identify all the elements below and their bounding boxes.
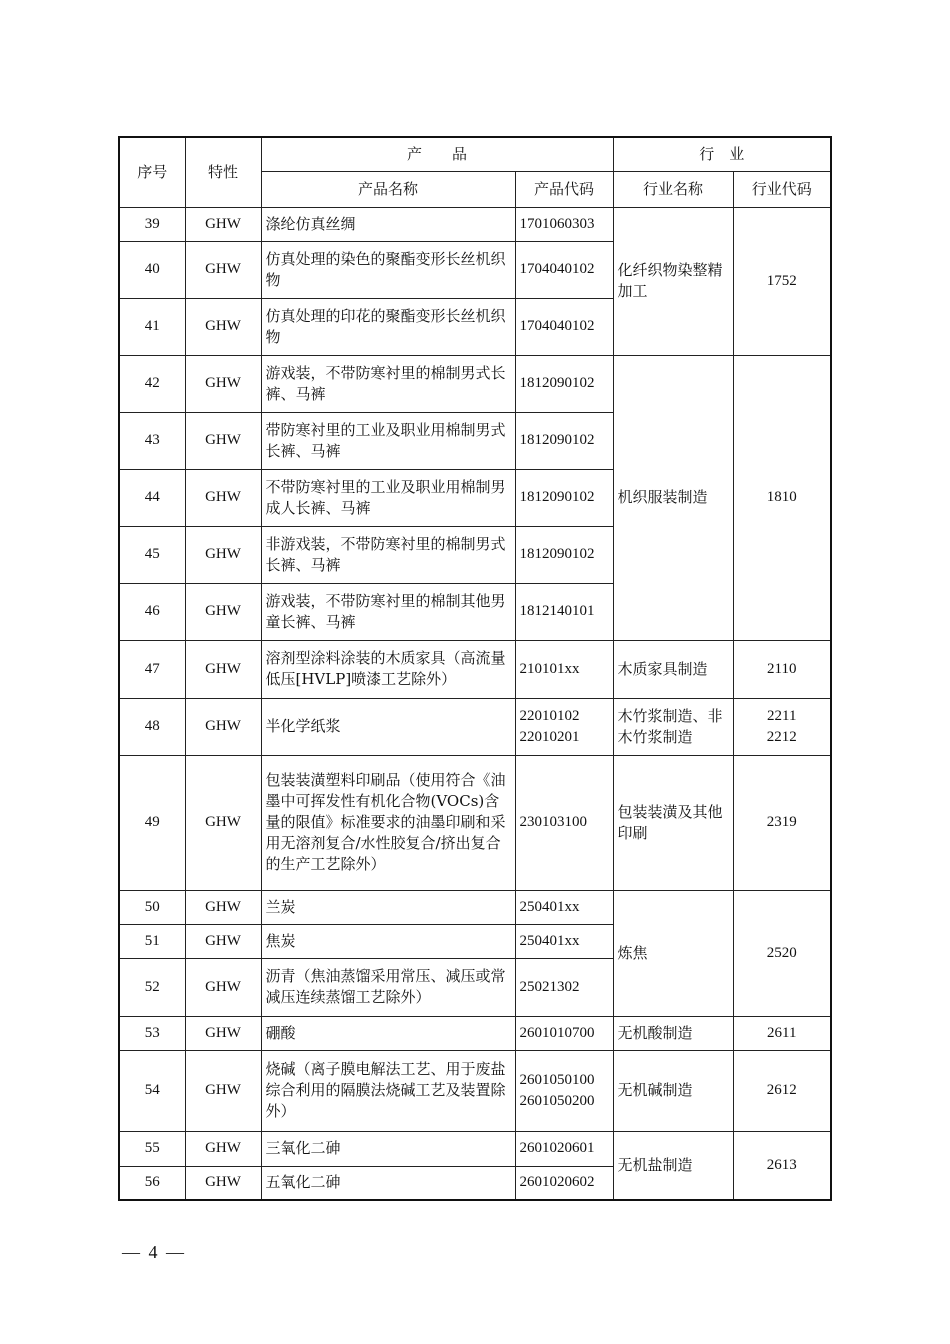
industry-name: 无机酸制造 — [613, 1016, 733, 1050]
row-product-code: 2601020601 — [515, 1131, 613, 1166]
header-seq: 序号 — [119, 137, 185, 207]
row-seq: 46 — [119, 583, 185, 640]
row-seq: 50 — [119, 890, 185, 924]
row-seq: 45 — [119, 526, 185, 583]
row-product-name: 非游戏装，不带防寒衬里的棉制男式长裤、马裤 — [261, 526, 515, 583]
row-property: GHW — [185, 207, 261, 241]
industry-name: 机织服装制造 — [613, 355, 733, 640]
row-product-name: 硼酸 — [261, 1016, 515, 1050]
row-property: GHW — [185, 1131, 261, 1166]
header-property: 特性 — [185, 137, 261, 207]
product-industry-table — [118, 136, 832, 1201]
header-product-name: 产品名称 — [261, 171, 515, 207]
table-row — [119, 207, 831, 241]
row-property: GHW — [185, 755, 261, 890]
table-row — [119, 698, 831, 755]
row-product-code: 210101xx — [515, 640, 613, 698]
row-product-name: 三氧化二砷 — [261, 1131, 515, 1166]
industry-name: 木竹浆制造、非木竹浆制造 — [613, 698, 733, 755]
industry-code: 2319 — [733, 755, 831, 890]
industry-code — [733, 698, 831, 755]
row-product-name: 兰炭 — [261, 890, 515, 924]
row-product-name: 涤纶仿真丝绸 — [261, 207, 515, 241]
row-seq: 43 — [119, 412, 185, 469]
table-row — [119, 1131, 831, 1166]
row-seq: 53 — [119, 1016, 185, 1050]
row-product-code: 230103100 — [515, 755, 613, 890]
industry-code-line: 2212 — [766, 728, 797, 745]
industry-code: 1810 — [733, 355, 831, 640]
table-row — [119, 355, 831, 412]
industry-name: 化纤织物染整精加工 — [613, 207, 733, 355]
product-code-line: 2601050100 — [519, 1071, 595, 1088]
row-product-name: 游戏装，不带防寒衬里的棉制男式长裤、马裤 — [261, 355, 515, 412]
row-product-code: 1812090102 — [515, 355, 613, 412]
row-seq: 51 — [119, 924, 185, 958]
row-property: GHW — [185, 355, 261, 412]
row-property: GHW — [185, 1016, 261, 1050]
industry-code: 2520 — [733, 890, 831, 1016]
row-seq: 48 — [119, 698, 185, 755]
table-row — [119, 890, 831, 924]
industry-code-line: 2211 — [767, 707, 797, 724]
row-seq: 41 — [119, 298, 185, 355]
row-seq: 56 — [119, 1166, 185, 1200]
industry-code: 2613 — [733, 1131, 831, 1200]
row-seq: 47 — [119, 640, 185, 698]
row-product-name: 半化学纸浆 — [261, 698, 515, 755]
row-property: GHW — [185, 469, 261, 526]
row-seq: 44 — [119, 469, 185, 526]
table-row — [119, 640, 831, 698]
row-product-code: 1704040102 — [515, 298, 613, 355]
table-row — [119, 1016, 831, 1050]
row-product-code: 1701060303 — [515, 207, 613, 241]
row-property: GHW — [185, 1050, 261, 1131]
row-property: GHW — [185, 958, 261, 1016]
row-product-name: 五氧化二砷 — [261, 1166, 515, 1200]
row-property: GHW — [185, 1166, 261, 1200]
row-property: GHW — [185, 241, 261, 298]
page-number: — 4 — — [122, 1242, 186, 1262]
row-property: GHW — [185, 526, 261, 583]
row-product-name: 溶剂型涂料涂装的木质家具（高流量低压[HVLP]喷漆工艺除外） — [261, 640, 515, 698]
row-product-code — [515, 1050, 613, 1131]
row-seq: 49 — [119, 755, 185, 890]
row-seq: 39 — [119, 207, 185, 241]
row-product-name: 沥青（焦油蒸馏采用常压、减压或常减压连续蒸馏工艺除外） — [261, 958, 515, 1016]
row-seq: 52 — [119, 958, 185, 1016]
row-product-name: 焦炭 — [261, 924, 515, 958]
industry-code: 2110 — [733, 640, 831, 698]
row-product-code: 1812090102 — [515, 526, 613, 583]
industry-name: 炼焦 — [613, 890, 733, 1016]
row-property: GHW — [185, 412, 261, 469]
industry-name: 包装装潢及其他印刷 — [613, 755, 733, 890]
row-product-name: 包装装潢塑料印刷品（使用符合《油墨中可挥发性有机化合物(VOCs)含量的限值》标准要求的油墨印刷和采用无溶剂复合/水性胶复合/挤出复合的生产工艺除外） — [261, 755, 515, 890]
row-product-code: 250401xx — [515, 924, 613, 958]
industry-code: 1752 — [733, 207, 831, 355]
row-seq: 55 — [119, 1131, 185, 1166]
row-product-code — [515, 698, 613, 755]
row-product-code: 2601010700 — [515, 1016, 613, 1050]
header-product-group: 产 品 — [261, 137, 613, 171]
row-product-code: 25021302 — [515, 958, 613, 1016]
row-product-code: 1812090102 — [515, 412, 613, 469]
row-seq: 40 — [119, 241, 185, 298]
industry-code: 2611 — [733, 1016, 831, 1050]
header-row-1 — [119, 137, 831, 171]
product-code-line: 22010201 — [519, 728, 580, 745]
row-seq: 54 — [119, 1050, 185, 1131]
row-property: GHW — [185, 924, 261, 958]
table-row — [119, 1050, 831, 1131]
row-property: GHW — [185, 640, 261, 698]
row-property: GHW — [185, 298, 261, 355]
row-product-name: 烧碱（离子膜电解法工艺、用于废盐综合利用的隔膜法烧碱工艺及装置除外） — [261, 1050, 515, 1131]
row-product-code: 1812090102 — [515, 469, 613, 526]
row-property: GHW — [185, 890, 261, 924]
header-industry-code: 行业代码 — [733, 171, 831, 207]
industry-name: 无机盐制造 — [613, 1131, 733, 1200]
row-product-name: 仿真处理的染色的聚酯变形长丝机织物 — [261, 241, 515, 298]
row-property: GHW — [185, 698, 261, 755]
product-code-line: 22010102 — [519, 707, 580, 724]
row-product-name: 带防寒衬里的工业及职业用棉制男式长裤、马裤 — [261, 412, 515, 469]
row-product-name: 仿真处理的印花的聚酯变形长丝机织物 — [261, 298, 515, 355]
header-industry-name: 行业名称 — [613, 171, 733, 207]
row-property: GHW — [185, 583, 261, 640]
industry-code: 2612 — [733, 1050, 831, 1131]
header-industry-group: 行 业 — [613, 137, 831, 171]
industry-name: 木质家具制造 — [613, 640, 733, 698]
industry-name: 无机碱制造 — [613, 1050, 733, 1131]
row-product-name: 不带防寒衬里的工业及职业用棉制男成人长裤、马裤 — [261, 469, 515, 526]
row-product-code: 1812140101 — [515, 583, 613, 640]
table-row — [119, 755, 831, 890]
row-product-name: 游戏装，不带防寒衬里的棉制其他男童长裤、马裤 — [261, 583, 515, 640]
row-seq: 42 — [119, 355, 185, 412]
header-product-code: 产品代码 — [515, 171, 613, 207]
row-product-code: 250401xx — [515, 890, 613, 924]
row-product-code: 1704040102 — [515, 241, 613, 298]
row-product-code: 2601020602 — [515, 1166, 613, 1200]
product-code-line: 2601050200 — [519, 1092, 595, 1109]
